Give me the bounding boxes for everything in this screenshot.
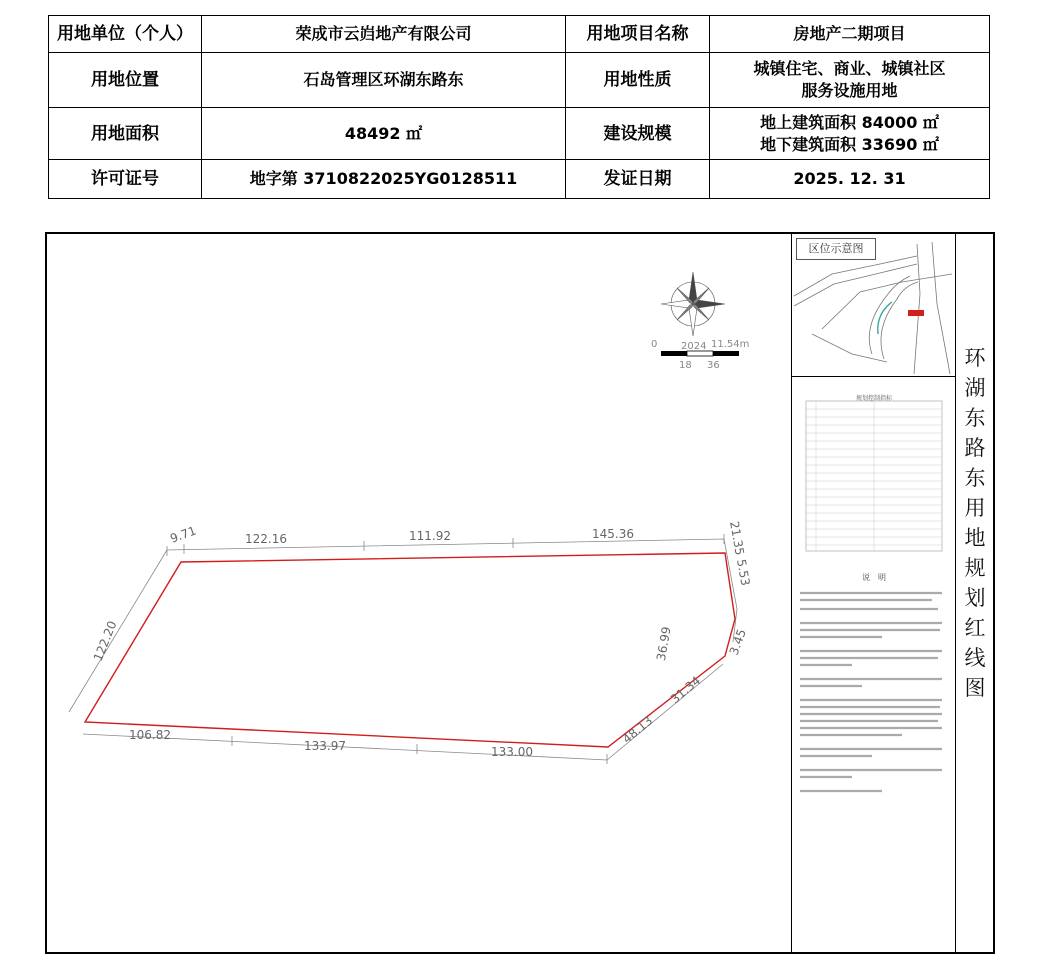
label-issue-date: 发证日期 xyxy=(566,160,710,199)
title-char: 东 xyxy=(964,406,986,430)
value-project-name: 房地产二期项目 xyxy=(710,16,990,53)
value-land-location: 石岛管理区环湖东路东 xyxy=(202,53,566,108)
scale-label-mid: 2024 xyxy=(681,341,707,352)
value-permit-number: 地字第 3710822025YG0128511 xyxy=(202,160,566,199)
title-char: 地 xyxy=(964,526,986,550)
title-char: 湖 xyxy=(964,376,986,400)
site-location-marker xyxy=(908,310,924,316)
title-char: 红 xyxy=(964,616,986,640)
dim-right-4: 3.45 xyxy=(726,627,749,658)
control-table-title: 规划控制指标 xyxy=(855,395,892,402)
title-char: 用 xyxy=(964,496,986,520)
label-land-user: 用地单位（个人） xyxy=(49,16,202,53)
dim-left: 122.20 xyxy=(90,618,120,664)
dim-right-2: 5.53 xyxy=(734,558,753,587)
location-map xyxy=(791,234,955,377)
land-info-table xyxy=(48,15,990,199)
dim-right-1: 21.35 xyxy=(727,520,747,557)
value-issue-date: 2025. 12. 31 xyxy=(710,160,990,199)
dim-bottom-3: 133.00 xyxy=(491,745,533,759)
title-char: 划 xyxy=(964,586,986,610)
notes-panel xyxy=(791,377,955,952)
title-char: 路 xyxy=(964,436,986,460)
dimension-line-left xyxy=(69,550,167,712)
label-land-use: 用地性质 xyxy=(566,53,710,108)
scale-label-unit: 11.54m xyxy=(711,339,750,350)
scale-label-18: 18 xyxy=(679,360,692,371)
scale-label-36: 36 xyxy=(707,360,720,371)
value-land-user: 荣成市云岿地产有限公司 xyxy=(202,16,566,53)
dim-top-2: 122.16 xyxy=(245,532,287,546)
land-use-line-1: 城镇住宅、商业、城镇社区 xyxy=(753,59,946,78)
label-land-area: 用地面积 xyxy=(49,108,202,160)
dim-top-1: 9.71 xyxy=(168,523,199,546)
scale-bar xyxy=(651,339,749,371)
under-ground-area: 地下建筑面积 33690 ㎡ xyxy=(760,134,939,154)
value-construction-scale xyxy=(710,108,990,160)
value-land-area: 48492 ㎡ xyxy=(202,108,566,160)
title-char: 环 xyxy=(964,346,986,370)
location-map-title: 区位示意图 xyxy=(796,238,876,260)
dim-bottom-4: 48.13 xyxy=(619,713,656,747)
title-char: 东 xyxy=(964,466,986,490)
label-construction-scale: 建设规模 xyxy=(566,108,710,160)
above-ground-area: 地上建筑面积 84000 ㎡ xyxy=(760,112,939,132)
value-land-use xyxy=(710,53,990,108)
dim-bottom-1: 106.82 xyxy=(129,728,171,742)
drawing-title-column xyxy=(955,234,993,952)
red-line-boundary xyxy=(85,553,735,747)
scale-label-0: 0 xyxy=(651,339,658,350)
dim-bottom-2: 133.97 xyxy=(304,739,346,753)
dimension-line-bottom xyxy=(83,664,723,760)
dim-top-4: 145.36 xyxy=(592,527,634,541)
title-char: 线 xyxy=(964,646,986,670)
dim-bottom-5: 31.34 xyxy=(667,673,704,707)
land-use-line-2: 服务设施用地 xyxy=(801,81,898,100)
plan-drawing-frame xyxy=(45,232,995,954)
location-map-sketch xyxy=(792,234,954,376)
notes-text-lines xyxy=(792,587,954,797)
title-char: 规 xyxy=(964,556,986,580)
label-land-location: 用地位置 xyxy=(49,53,202,108)
title-char: 图 xyxy=(964,676,986,700)
notes-title: 说 明 xyxy=(862,573,886,582)
dim-top-3: 111.92 xyxy=(409,529,451,543)
dim-right-3: 36.99 xyxy=(653,625,674,662)
label-project-name: 用地项目名称 xyxy=(566,16,710,53)
north-arrow-icon xyxy=(661,272,725,336)
label-permit-number: 许可证号 xyxy=(49,160,202,199)
control-index-table xyxy=(792,399,954,559)
